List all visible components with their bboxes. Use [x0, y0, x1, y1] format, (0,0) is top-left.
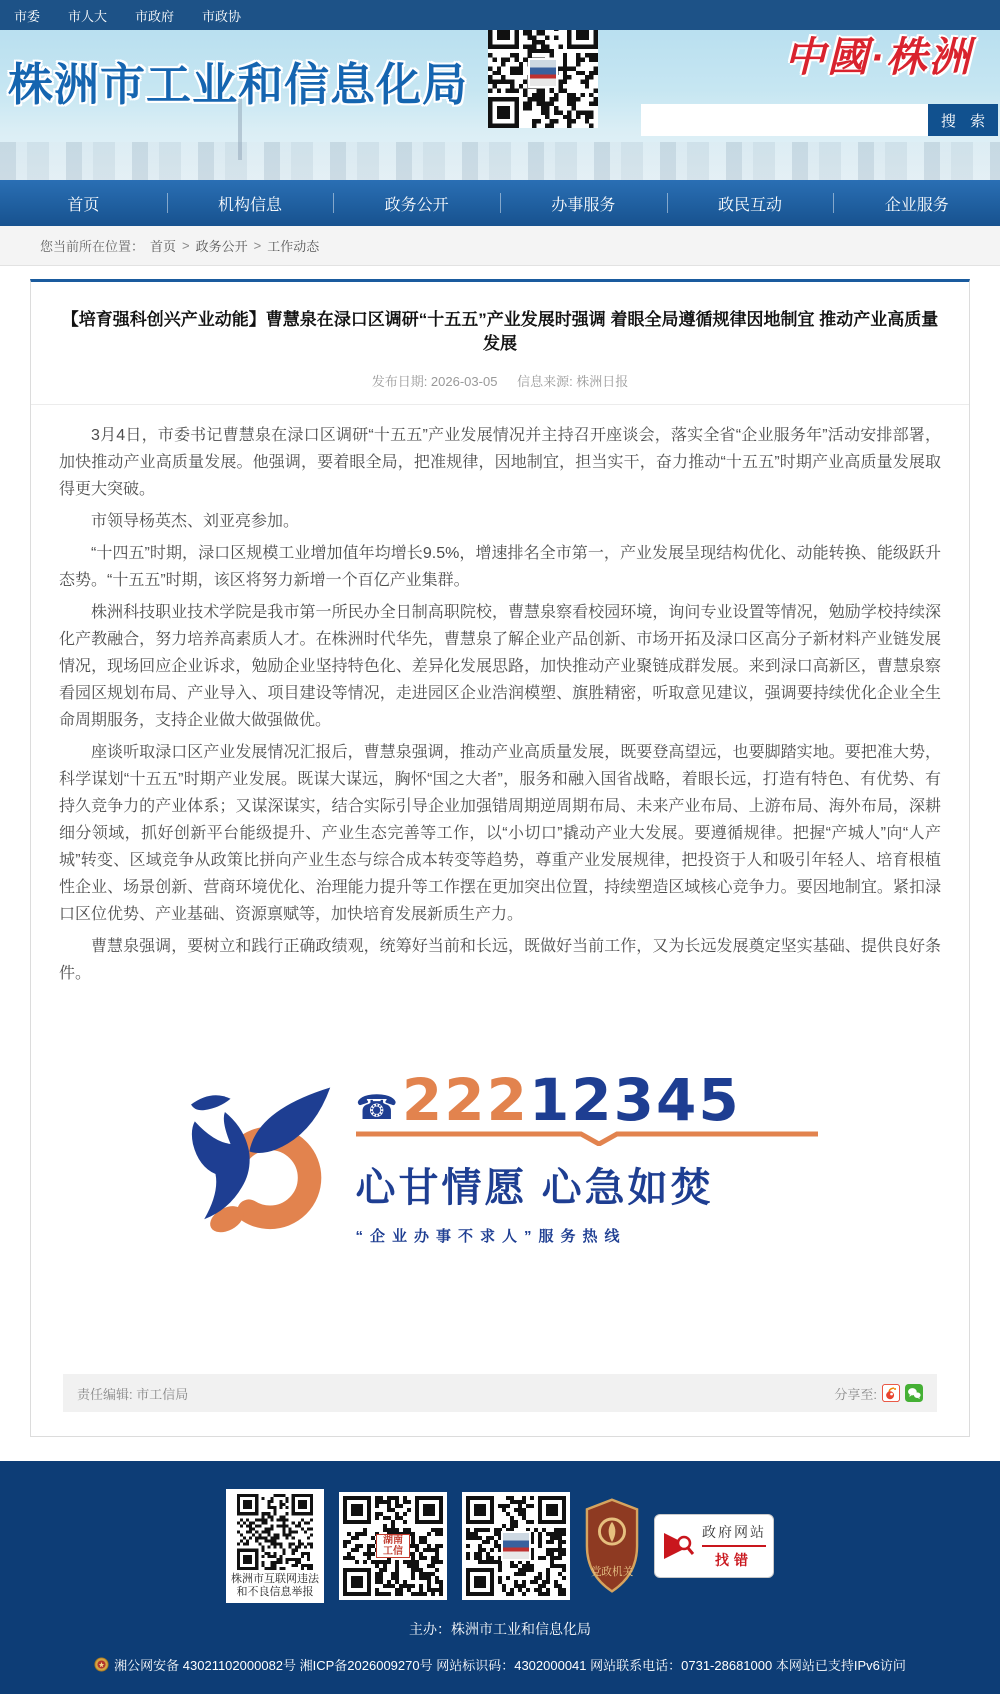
- paragraph: 曹慧泉强调，要树立和践行正确政绩观，统筹好当前和长远，既做好当前工作，又为长远发展奠定坚实基础、提供良好条件。: [59, 938, 941, 982]
- icp-line: [0, 1655, 1000, 1674]
- hotline-number-prefix: 222: [401, 1066, 529, 1134]
- party-gov-badge[interactable]: [585, 1497, 639, 1595]
- paragraph: 市领导杨英杰、刘亚亮参加。: [91, 513, 300, 530]
- hunan-gongxin-qr: [339, 1492, 447, 1600]
- find-error-text: 政府网站 找错: [702, 1524, 766, 1568]
- header-qr-code: [488, 18, 598, 128]
- publish-date: 发布日期: 2026-03-05: [371, 374, 498, 389]
- search-button[interactable]: 搜 索: [928, 104, 998, 136]
- paragraph: 株洲科技职业技术学院是我市第一所民办全日制高职院校，曹慧泉察看校园环境，询问专业设置等情况，勉励学校持续深化产教融合，努力培养高素质人才。在株洲时代华先，曹慧泉了解企业产品创新、市场开拓及渌口区高分子新材料产业链发展情况，现场回应企业诉求，勉励企业坚持特色化、差异化发展思路，加快推动产业聚链成群发展。来到渌口高新区，曹慧泉察看园区规划布局、产业导入、项目建设等情况，走进园区企业浩润模塑、旗胜精密，听取意见建议，强调要持续优化企业全生命周期服务，支持企业做大做强做优。: [59, 604, 941, 729]
- hotline-number: [355, 1066, 831, 1134]
- site-title: 株洲市工业和信息化局: [8, 59, 469, 110]
- breadcrumb-home[interactable]: 首页: [150, 239, 177, 254]
- magnifier-flag-icon: [662, 1529, 696, 1563]
- wechat-account-qr: [462, 1492, 570, 1600]
- badge-label: 党政机关: [590, 1565, 634, 1578]
- breadcrumb-current[interactable]: 工作动态: [267, 239, 320, 254]
- article-footer-bar: [63, 1374, 937, 1412]
- nav-item-services[interactable]: 办事服务: [500, 180, 667, 226]
- nav-item-gov-open[interactable]: 政务公开: [333, 180, 500, 226]
- paragraph: 座谈听取渌口区产业发展情况汇报后，曹慧泉强调，推动产业高质量发展，既要登高望远，也要脚踏实地。要把准大势，科学谋划“十五五”时期产业发展。既谋大谋远，胸怀“国之大者”，服务和融入国省战略，着眼长远，打造有特色、有优势、有持久竞争力的产业体系；又谋深谋实，结合实际引导企业加强错周期逆周期布局、未来产业布局、上游布局、海外布局，深耕细分领域，抓好创新平台能级提升、产业生态完善等工作，以“小切口”撬动产业大发展。要遵循规律。把握“产城人”向“人产城”转变、区域竞争从政策比拼向产业生态与综合成本转变等趋势，尊重产业发展规律，把投资于人和吸引年轻人、培育根植性企业、场景创新、营商环境优化、治理能力提升等工作摆在更加突出位置，持续塑造区域核心竞争力。要因地制宜。紧扣渌口区位优势、产业基础、资源禀赋等，加快培育发展新质生产力。: [59, 744, 941, 923]
- hotline-number-suffix: 12345: [528, 1066, 741, 1134]
- wechat-share-icon[interactable]: [905, 1384, 923, 1402]
- breadcrumb-separator: >: [182, 238, 190, 253]
- paragraph: 3月4日，市委书记曹慧泉在渌口区调研“十五五”产业发展情况并主持召开座谈会，落实全省“企业服务年”活动安排部署，加快推动产业高质量发展。他强调，要着眼全局，把准规律，因地制宜，担当实干，奋力推动“十五五”时期产业高质量发展取得更大突破。: [59, 427, 941, 498]
- editor-label: 责任编辑: 市工信局: [77, 1386, 189, 1402]
- search-input[interactable]: [641, 104, 928, 136]
- topbar-link-zhengxie[interactable]: 市政协: [202, 8, 242, 24]
- breadcrumb-gov-open[interactable]: 政务公开: [195, 239, 248, 254]
- main-nav: [0, 180, 1000, 226]
- paragraph: “十四五”时期，渌口区规模工业增加值年均增长9.5%，增速排名全市第一，产业发展呈现结构优化、动能转换、能级跃升态势。“十五五”时期，该区将努力新增一个百亿产业集群。: [59, 545, 941, 589]
- breadcrumb: [0, 226, 1000, 266]
- footer-qr-row: [0, 1489, 1000, 1603]
- content-area: [0, 266, 1000, 1449]
- share-label: 分享至:: [834, 1386, 877, 1402]
- report-qr-card: [226, 1489, 324, 1603]
- breadcrumb-label: 您当前所在位置：: [40, 239, 145, 254]
- hotline-subtitle: “企业办事不求人”服务热线: [355, 1228, 627, 1245]
- host-line: 主办：株洲市工业和信息化局: [409, 1621, 591, 1637]
- page-footer: [0, 1461, 1000, 1694]
- article-body: [31, 405, 969, 987]
- hotline-text-block: [355, 1066, 831, 1246]
- nav-item-enterprise[interactable]: 企业服务: [833, 180, 1000, 226]
- site-header: [0, 0, 1000, 180]
- info-source: 信息来源: 株洲日报: [517, 374, 629, 389]
- article-box: [30, 279, 970, 1437]
- article-title: 【培育强科创兴产业动能】曹慧泉在渌口区调研“十五五”产业发展时强调 着眼全局遵循规律因地制宜 推动产业高质量发展: [61, 310, 939, 353]
- city-skyline-image: [0, 142, 1000, 180]
- nav-item-interaction[interactable]: 政民互动: [667, 180, 834, 226]
- topbar: [0, 0, 1000, 30]
- police-badge-icon: [94, 1657, 109, 1672]
- phone-icon: ☎: [355, 1089, 398, 1127]
- share-bar: [834, 1384, 923, 1403]
- qr-center-label: 湖南 工信: [376, 1534, 410, 1558]
- nav-item-org-info[interactable]: 机构信息: [167, 180, 334, 226]
- qr-center-train-logo: [501, 1531, 531, 1561]
- topbar-link-zhengfu[interactable]: 市政府: [135, 8, 175, 24]
- breadcrumb-separator: >: [253, 238, 262, 253]
- gov-site-error-report-badge[interactable]: [654, 1514, 774, 1578]
- topbar-link-shiwei[interactable]: 市委: [14, 8, 41, 24]
- report-qr-image: [237, 1494, 313, 1570]
- nav-item-home[interactable]: 首页: [67, 196, 100, 214]
- china-zhuzhou-logo: 中國·株洲: [784, 34, 972, 80]
- icp-text: 湘公网安备 43021102000082号 湘ICP备2026009270号 网站标识码：4302000041 网站联系电话：0731-28681000 本网站已支持IPv6访问: [114, 1658, 906, 1673]
- dove-logo-icon: [170, 1080, 340, 1238]
- hotline-slogan: 心甘情愿 心急如焚: [355, 1166, 714, 1210]
- search-bar: [641, 104, 998, 136]
- topbar-link-renda[interactable]: 市人大: [68, 8, 108, 24]
- hotline-banner-image: [31, 1066, 969, 1246]
- article-meta: [31, 371, 969, 405]
- report-caption: 株洲市互联网违法 和不良信息举报: [231, 1573, 319, 1598]
- qr-center-train-logo: [528, 58, 558, 88]
- weibo-share-icon[interactable]: [882, 1384, 900, 1402]
